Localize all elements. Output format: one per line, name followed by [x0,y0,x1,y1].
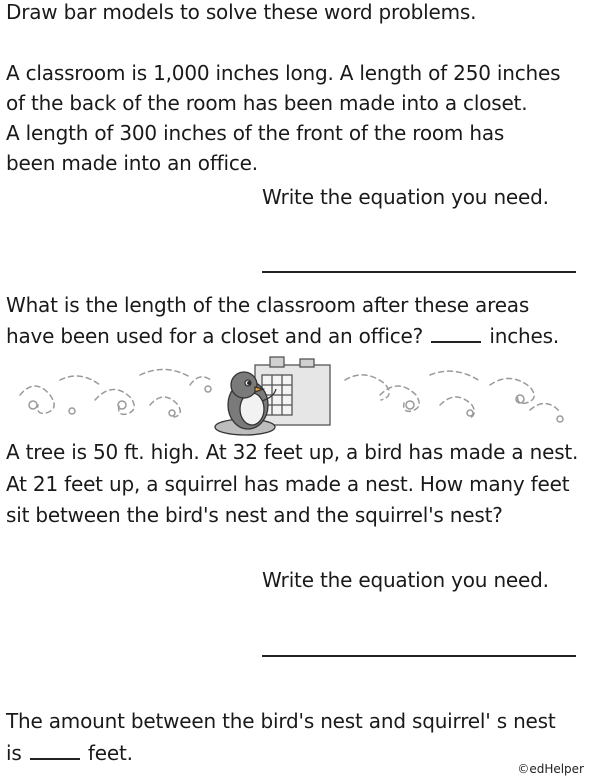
problem1-text-line: of the back of the room has been made into a closet. [6,91,528,115]
problem2-answer-text: The amount between the bird's nest and squirrel' s nest [6,709,556,733]
problem2-text-line: A tree is 50 ft. high. At 32 feet up, a bird has made a nest. [6,440,579,464]
problem2-text-line: sit between the bird's nest and the squirrel's nest? [6,503,503,527]
copyright-credit: ©edHelper [517,762,584,776]
instructions: Draw bar models to solve these word problems. [6,0,477,24]
problem1-unit-label: inches. [489,324,560,348]
problem1-text-line: A classroom is 1,000 inches long. A length of 250 inches [6,61,561,85]
problem1-question-line-2 [6,321,559,351]
wind-swirl-icon [95,389,134,414]
problem2-answer-prefix: is [6,741,22,765]
wind-swirl-icon [150,397,180,417]
problem2-unit-label: feet. [87,741,133,765]
wind-swirl-icon [530,403,560,412]
wind-swirl-icon [140,369,190,377]
problem2-answer-blank[interactable] [30,738,80,760]
problem1-question-line: What is the length of the classroom after these areas [6,293,530,317]
problem1-text-line: A length of 300 inches of the front of the room has [6,121,505,145]
wind-swirl-icon [60,376,100,385]
problem1-equation-prompt: Write the equation you need. [262,185,549,209]
problem2-equation-answer-line[interactable] [262,655,576,657]
wind-swirl-icon [345,375,389,400]
problem2-text-line: At 21 feet up, a squirrel has made a nest. How many feet [6,472,570,496]
wind-swirl-icon [430,371,480,381]
wind-swirl-icon [190,377,212,385]
problem1-question-text: have been used for a closet and an office? [6,324,424,348]
wind-swirl-icon [490,378,534,403]
problem1-text-line: been made into an office. [6,151,258,175]
problem2-equation-prompt: Write the equation you need. [262,568,549,592]
problem1-equation-answer-line[interactable] [262,271,576,273]
problem2-answer-line-2 [6,738,133,768]
wind-swirl-icon [20,386,54,413]
problem1-answer-blank[interactable] [431,321,481,343]
divider-illustration [0,355,600,445]
